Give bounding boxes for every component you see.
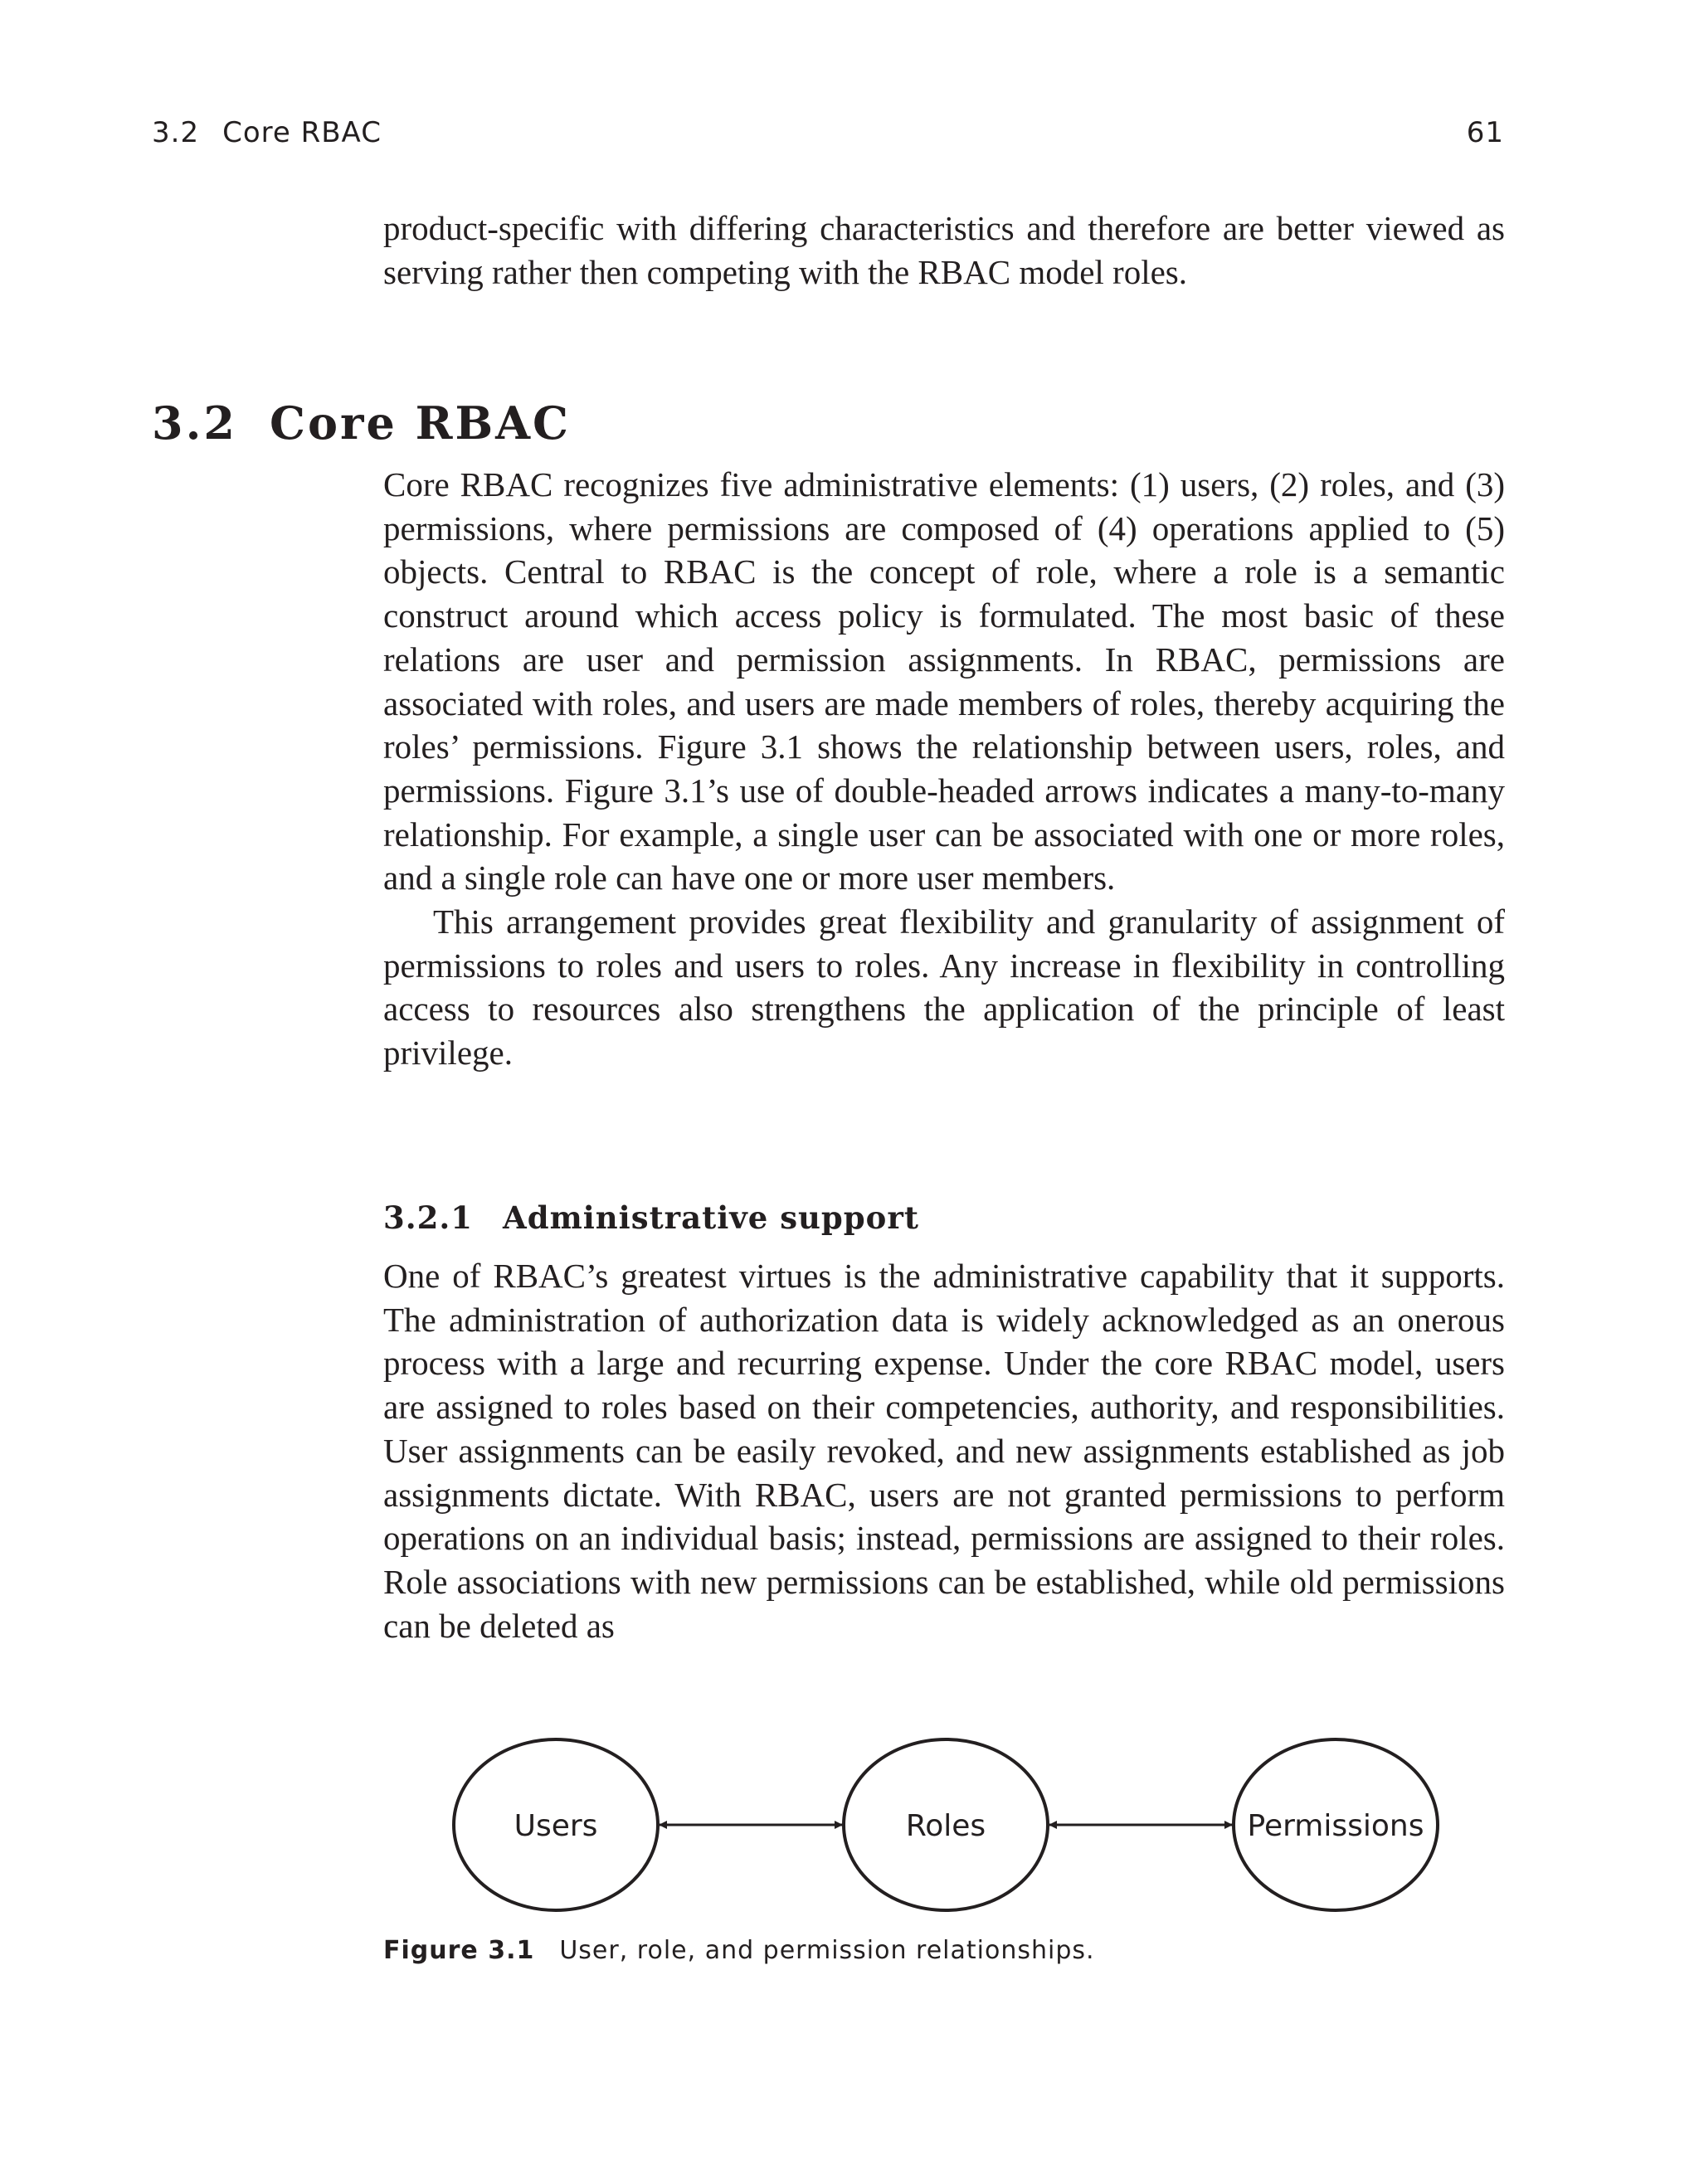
subsection-heading xyxy=(383,1199,919,1236)
figure-caption-label: Figure 3.1 xyxy=(383,1936,535,1965)
section-heading xyxy=(152,396,571,450)
subsection-body xyxy=(383,1254,1505,1647)
section-paragraph: This arrangement provides great flexibility and granularity of assignment of permissions to roles and users to roles. Any increase in flexibility in controlling access to resources also strengthens the application of the principle of least privilege. xyxy=(383,902,1505,1073)
figure-diagram xyxy=(440,1729,1452,1920)
running-head-section xyxy=(152,116,382,149)
running-head xyxy=(152,116,1504,158)
section-number: 3.2 xyxy=(152,396,237,450)
running-head-section-title: Core RBAC xyxy=(222,116,382,149)
roles-node-label: Roles xyxy=(905,1809,986,1843)
users-node-label: Users xyxy=(514,1809,598,1843)
intro-paragraph: product-specific with differing characteristics and therefore are better viewed as serving rather then competing with the RBAC model roles. xyxy=(383,209,1505,291)
section-body xyxy=(383,463,1505,1075)
intro-paragraph-block xyxy=(383,207,1505,294)
subsection-title: Administrative support xyxy=(503,1199,919,1236)
figure-caption xyxy=(383,1936,1095,1965)
permissions-node-label: Permissions xyxy=(1247,1809,1424,1843)
figure-caption-text: User, role, and permission relationships. xyxy=(559,1936,1095,1965)
page-number: 61 xyxy=(1466,116,1504,149)
section-paragraph: Core RBAC recognizes five administrative elements: (1) users, (2) roles, and (3) permissions, where permissions are composed of (4) operations applied to (5) objects. Central to RBAC is the concept of role, where a role is a semantic construct around which access policy is formulated. The most basic of these relations are user and permission assignments. In RBAC, permissions are associated with roles, and users are made members of roles, thereby acquiring the roles’ permissions. Figure 3.1 shows the relationship between users, roles, and permissions. Figure 3.1’s use of double-headed arrows indicates a many-to-many relationship. For example, a single user can be associated with one or more roles, and a single role can have one or more user members. xyxy=(383,465,1505,897)
subsection-number: 3.2.1 xyxy=(383,1199,473,1236)
running-head-section-number: 3.2 xyxy=(152,116,200,149)
section-title: Core RBAC xyxy=(270,396,571,450)
subsection-paragraph: One of RBAC’s greatest virtues is the administrative capability that it supports. The administration of authorization data is widely acknowledged as an onerous process with a large and recurring expense. Under the core RBAC model, users are assigned to roles based on their competencies, authority, and responsibilities. User assignments can be easily revoked, and new assignments established as job assignments dictate. With RBAC, users are not granted permissions to perform operations on an individual basis; instead, permissions are assigned to their roles. Role associations with new permissions can be established, while old permissions can be deleted as xyxy=(383,1257,1505,1645)
